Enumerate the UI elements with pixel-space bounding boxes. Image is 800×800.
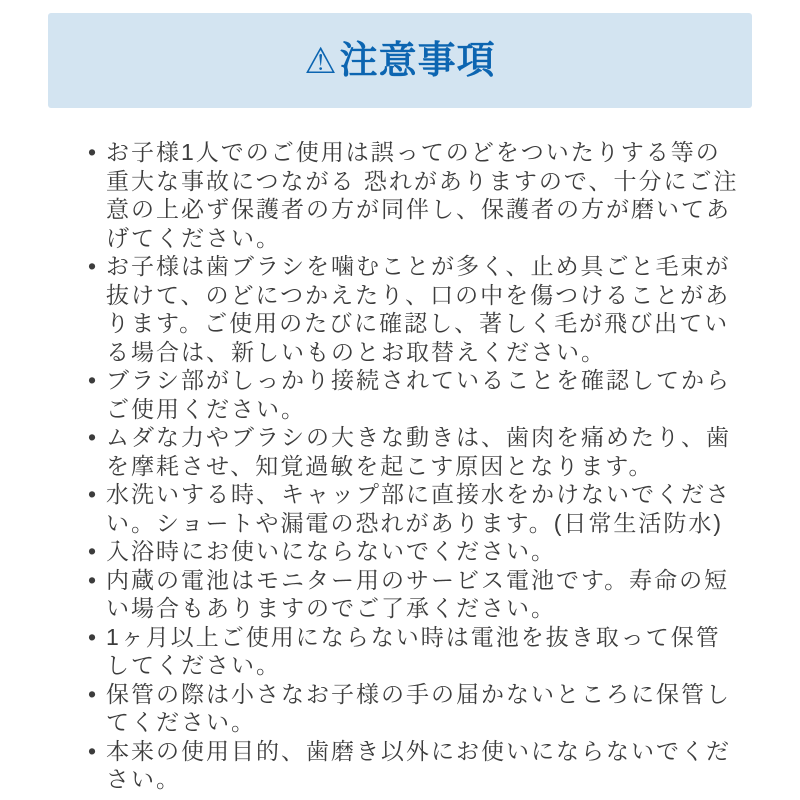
list-item	[88, 423, 740, 480]
warning-triangle-icon: ⚠	[304, 39, 338, 81]
list-item	[88, 366, 740, 423]
bullet-icon: •	[88, 566, 97, 593]
bullet-icon: •	[88, 737, 97, 764]
list-item	[88, 566, 740, 623]
page-title	[304, 39, 496, 82]
note-text: 入浴時にお使いにならないでください。	[106, 538, 556, 564]
notes-list	[88, 138, 740, 794]
bullet-icon: •	[88, 367, 97, 393]
note-text: お子様は歯ブラシを噛むことが多く、止め具ごと毛束が抜けて、のどにつかえたり、口の中を傷つけることがあります。ご使用のたびに確認し、著しく毛が飛び出ている場合は、新しいものとお取替えください。	[106, 253, 731, 365]
list-item	[88, 480, 740, 537]
note-text: 内蔵の電池はモニター用のサービス電池です。寿命の短い場合もありますのでご了承ください。	[106, 566, 730, 621]
page-title-text: 注意事項	[339, 39, 496, 82]
bullet-icon: •	[88, 424, 97, 450]
note-text: ブラシ部がしっかり接続されていることを確認してからご使用ください。	[106, 367, 731, 422]
list-item	[88, 138, 740, 252]
note-text: お子様1人でのご使用は誤ってのどをついたりする等の重大な事故につながる 恐れがありますので、十分にご注意の上必ず保護者の方が同伴し、保護者の方が磨いてあげてください。	[106, 139, 739, 251]
bullet-icon: •	[88, 538, 97, 564]
bullet-icon: •	[88, 680, 97, 707]
note-text: 保管の際は小さなお子様の手の届かないところに保管してください。	[106, 680, 731, 735]
list-item	[88, 680, 740, 737]
bullet-icon: •	[88, 623, 97, 650]
caution-header	[48, 13, 752, 108]
bullet-icon: •	[88, 481, 97, 507]
note-text: 本来の使用目的、歯磨き以外にお使いにならないでください。	[106, 737, 731, 792]
note-text: ムダな力やブラシの大きな動きは、歯肉を痛めたり、歯を摩耗させ、知覚過敏を起こす原因となります。	[106, 424, 731, 479]
bullet-icon: •	[88, 139, 97, 165]
note-text: 水洗いする時、キャップ部に直接水をかけないでください。ショートや漏電の恐れがあります。(日常生活防水)	[106, 481, 731, 536]
list-item	[88, 252, 740, 366]
list-item	[88, 737, 740, 794]
note-text: 1ヶ月以上ご使用にならない時は電池を抜き取って保管してください。	[106, 623, 721, 678]
list-item	[88, 623, 740, 680]
bullet-icon: •	[88, 253, 97, 279]
list-item	[88, 537, 740, 566]
